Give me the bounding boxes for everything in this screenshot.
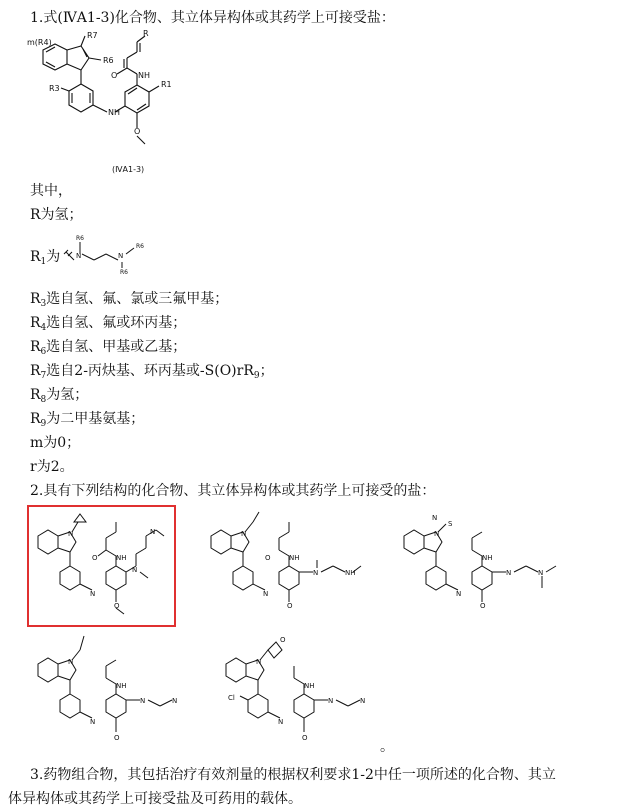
c1-label-o: O	[92, 554, 98, 562]
claim3-line1: 3.药物组合物，其包括治疗有效剂量的根据权利要求1-2中任一项所述的化合物、其立	[30, 767, 556, 783]
compound-3-structure	[398, 508, 558, 620]
c3-label-n-indole: N	[434, 530, 440, 538]
label-nh-top: NH	[138, 71, 150, 80]
c2-label-nh: NH	[289, 554, 300, 562]
label-r7: R7	[87, 31, 98, 40]
c3-label-n-link: N	[456, 590, 462, 598]
r1-label-r6a: R6	[76, 235, 84, 242]
c3-label-o-methoxy: O	[480, 602, 486, 610]
label-r3: R3	[49, 84, 60, 93]
c5-label-n-indole: N	[256, 658, 262, 666]
claim3-line2: 体异构体或其药学上可接受盐及可药用的载体。	[8, 791, 302, 807]
c4-label-n-chain: N	[140, 697, 146, 705]
label-o-methoxy: O	[134, 127, 141, 136]
c1-label-n-methyl: N	[132, 566, 138, 574]
wherein-text: 其中，	[30, 183, 72, 199]
r4-definition: $R_4$选自氢、氟或环丙基；	[30, 315, 187, 333]
c2-label-o: O	[265, 554, 271, 562]
r3-definition: $R_3$选自氢、氟、氯或三氟甲基；	[30, 291, 229, 309]
formula-caption: (ⅣA1-3)	[112, 165, 145, 174]
r1-substituent-structure	[62, 230, 162, 274]
label-r1: R1	[161, 80, 172, 89]
c5-label-n-dimethyl: N	[360, 697, 366, 705]
r1-label-r6b: R6	[136, 243, 144, 250]
r7-definition: $R_7$选自2-丙炔基、环丙基或$-S(O)rR_9$；	[30, 363, 274, 381]
r9-definition: $R_9$为二甲基氨基；	[30, 411, 145, 429]
c4-label-n-indole: N	[68, 658, 74, 666]
c1-label-n-dimethyl: N	[150, 528, 156, 536]
c2-label-o-methoxy: O	[287, 602, 293, 610]
m-definition: m为0；	[30, 435, 81, 451]
compound-1-structure	[32, 508, 172, 620]
c3-label-n-diethyl: N	[538, 569, 544, 577]
claim1-heading: 1.式(ⅣA1-3)化合物、其立体异构体或其药学上可接受盐：	[30, 10, 395, 26]
r1-label-n1: N	[76, 252, 82, 260]
label-nh-bottom: NH	[108, 108, 120, 117]
r6-definition: $R_6$选自氢、甲基或乙基；	[30, 339, 187, 357]
c3-label-n-chain: N	[506, 569, 512, 577]
compound-2-structure	[205, 508, 365, 620]
c4-label-o-methoxy: O	[114, 734, 120, 742]
c5-label-nh: NH	[304, 682, 315, 690]
c1-label-o-methoxy: O	[114, 602, 120, 610]
label-r: R	[143, 29, 149, 38]
c4-label-n-link: N	[90, 718, 96, 726]
label-m-r4: m(R4)	[27, 38, 52, 47]
c5-label-cl: Cl	[228, 694, 235, 702]
claim2-heading: 2.具有下列结构的化合物、其立体异构体或其药学上可接受的盐：	[30, 483, 436, 499]
r1-label-r6c: R6	[120, 269, 128, 274]
c2-label-n-link: N	[263, 590, 269, 598]
compound-4-structure	[32, 628, 192, 756]
c5-label-n-link: N	[278, 718, 284, 726]
r-definition: R为氢；	[30, 207, 83, 223]
c1-label-n-indole: N	[68, 530, 74, 538]
c4-label-nh: NH	[116, 682, 127, 690]
formula-structure-iva1-3	[25, 28, 195, 156]
c2-label-nh-terminal: NH	[345, 569, 356, 577]
c3-label-n-sulfonyl: N	[432, 514, 438, 522]
r8-definition: $R_8$为氢；	[30, 387, 89, 405]
c1-label-n-link: N	[90, 590, 96, 598]
c5-label-o-methoxy: O	[302, 734, 308, 742]
c4-label-n-dimethyl: N	[172, 697, 178, 705]
label-r6: R6	[103, 56, 114, 65]
c5-label-n-chain: N	[328, 697, 334, 705]
c5-label-o-oxetane: O	[280, 636, 286, 644]
r1-definition: $R_1$为	[30, 249, 61, 267]
label-o-carbonyl: O	[111, 71, 118, 80]
c2-label-n-indole: N	[241, 530, 247, 538]
c3-label-s: S	[448, 520, 453, 528]
r1-label-n2: N	[118, 252, 124, 260]
c1-label-nh: NH	[116, 554, 127, 562]
r-number-definition: r为2。	[30, 459, 74, 475]
compound-5-structure	[220, 628, 380, 756]
c2-label-n-chain: N	[313, 569, 319, 577]
c3-label-nh: NH	[482, 554, 493, 562]
trailing-period: 。	[380, 739, 394, 755]
